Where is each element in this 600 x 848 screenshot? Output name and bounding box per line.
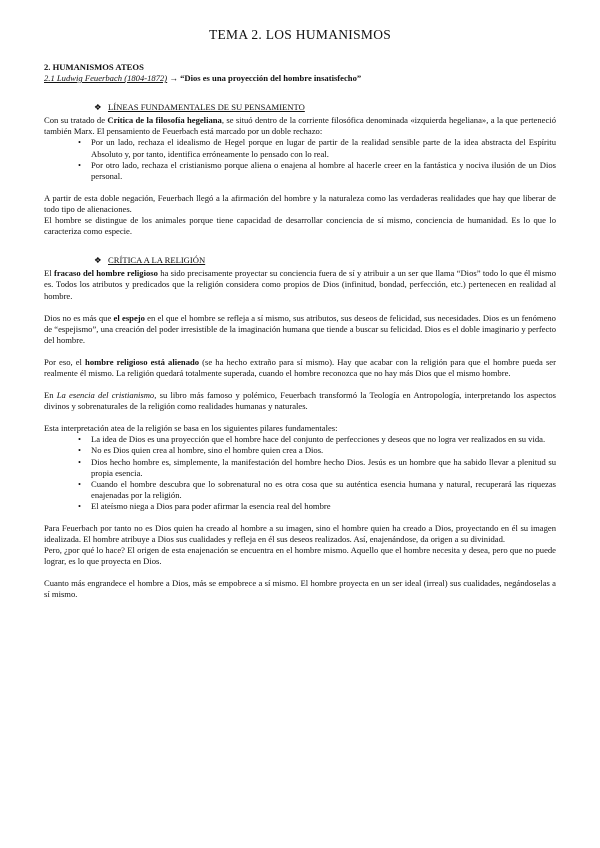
paragraph: [44, 268, 556, 301]
list-item: • No es Dios quien crea al hombre, sino el hombre quien crea a Dios.: [91, 445, 556, 456]
bold-text: hombre religioso está alienado: [85, 356, 200, 367]
bold-text: Crítica de la filosofía hegeliana: [107, 115, 222, 126]
paragraph: Pero, ¿por qué lo hace? El origen de esta enajenación se encuentra en el hombre mismo. Aquello que el hombre necesita y desea, pero que no puede lograr, es lo que proyecta en Dios.: [44, 545, 556, 567]
list-item: • La idea de Dios es una proyección que el hombre hace del conjunto de perfecciones y deseos que no logra ver realizados en su vida.: [91, 434, 556, 445]
paragraph: Cuanto más engrandece el hombre a Dios, más se empobrece a sí mismo. El hombre proyecta en un ser ideal (irreal) sus cualidades, negándoselas a sí mismo.: [44, 578, 556, 600]
text-run: Con su tratado de: [44, 115, 108, 126]
text-run: Dios no es más que: [44, 312, 114, 323]
text-run: su libro más famoso y polémico, Feuerbach transformó la Teología en Antropología, interpretando los aspectos divinos y sobrenaturales de la religión como realidades humanas y naturales.: [44, 390, 557, 412]
list-item: • Por otro lado, rechaza el cristianismo porque aliena o enajena al hombre al hacerle creer en la fantástica y nociva ilusión de un Dios personal.: [91, 160, 556, 182]
text-run: Por eso, el: [44, 356, 86, 367]
paragraph: [44, 357, 556, 379]
subsection-author: 2.1 Ludwig Feuerbach (1804-1872): [44, 73, 168, 84]
paragraph: [44, 390, 556, 412]
list-item: • Por un lado, rechaza el idealismo de Hegel porque en lugar de partir de la realidad sensible parte de la idea abstracta del Espíritu Absoluto y, por tanto, identifica erróneamente lo pensado con lo real.: [91, 137, 556, 159]
subsection-heading: [44, 73, 556, 84]
section-label: CRÍTICA A LA RELIGIÓN: [108, 255, 206, 266]
section-lineas-fundamentales: [94, 102, 556, 113]
arrow-separator: →: [167, 73, 181, 84]
paragraph: Para Feuerbach por tanto no es Dios quien ha creado al hombre a su imagen, sino el hombre quien ha creado a Dios, proyectando en él su imagen idealizada. El hombre atribuye a Dios sus cualidades y refleja en él sus deseos realizados. Así, enajenándose, da origen a su divinidad.: [44, 523, 556, 545]
list-item: • El ateísmo niega a Dios para poder afirmar la esencia real del hombre: [91, 501, 556, 512]
bold-text: el espejo: [113, 312, 145, 323]
text-run: (se ha hecho extraño para sí mismo). Hay que acabar con la religión para que el hombre pueda ser realmente él mismo. La religión quedará totalmente superada, cuando el hombre reconozca que no hay más Dios que el mismo hombre.: [44, 356, 556, 378]
text-run: En: [44, 390, 57, 401]
diamond-bullet-icon: ❖: [94, 255, 102, 266]
paragraph: [44, 313, 556, 346]
bullet-list: [44, 137, 556, 181]
subsection-quote: “Dios es una proyección del hombre insatisfecho”: [180, 73, 362, 84]
paragraph: Esta interpretación atea de la religión se basa en los siguientes pilares fundamentales:: [44, 423, 338, 434]
paragraph: El hombre se distingue de los animales porque tiene capacidad de desarrollar conciencia de sí mismo, conciencia de humanidad. Es lo que lo caracteriza como especie.: [44, 215, 556, 237]
diamond-bullet-icon: ❖: [94, 102, 102, 113]
section-critica-religion: [94, 255, 556, 266]
document-body: [44, 62, 556, 601]
list-item: • Dios hecho hombre es, simplemente, la manifestación del hombre hecho Dios. Jesús es un hombre que ha sabido llevar a plenitud su propia esencia.: [91, 457, 556, 479]
paragraph: A partir de esta doble negación, Feuerbach llegó a la afirmación del hombre y la naturaleza como las verdaderas realidades que hay que liberar de todo tipo de alienaciones.: [44, 192, 556, 214]
section-label: LÍNEAS FUNDAMENTALES DE SU PENSAMIENTO: [108, 102, 305, 113]
text-run: El: [44, 268, 54, 279]
text-run: , se situó dentro de la corriente filosófica denominada «izquierda hegeliana», a la que perteneció también Marx. El pensamiento de Feuerbach está marcado por un doble rechazo:: [44, 115, 556, 137]
paragraph: [44, 115, 556, 137]
text-run: en el que el hombre se refleja a sí mismo, sus atributos, sus deseos de felicidad, sus necesidades. Dios es un fenómeno de “espejismo”, una creación del poder irresistible de la imaginación humana que tiende a buscar su felicidad. Dios es el doble imaginario y perfecto del hombre.: [44, 312, 556, 345]
bold-text: fracaso del hombre religioso: [53, 268, 158, 279]
italic-text: La esencia del cristianismo,: [56, 390, 157, 401]
list-item: • Cuando el hombre descubra que lo sobrenatural no es otra cosa que su auténtica esencia humana y natural, recuperará las riquezas enajenadas por la religión.: [91, 479, 556, 501]
page-title: TEMA 2. LOS HUMANISMOS: [208, 27, 392, 42]
text-run: ha sido precisamente proyectar su conciencia fuera de sí y atribuir a un ser que llama “Dios” todo lo que él mismo es. Todos los atributos y predicados que la religión considera como propios de Dios (infinitud, bondad, perfección, etc.) pertenecen en realidad al hombre.: [44, 268, 557, 301]
bullet-list: [44, 434, 556, 512]
section-heading: 2. HUMANISMOS ATEOS: [44, 62, 144, 72]
